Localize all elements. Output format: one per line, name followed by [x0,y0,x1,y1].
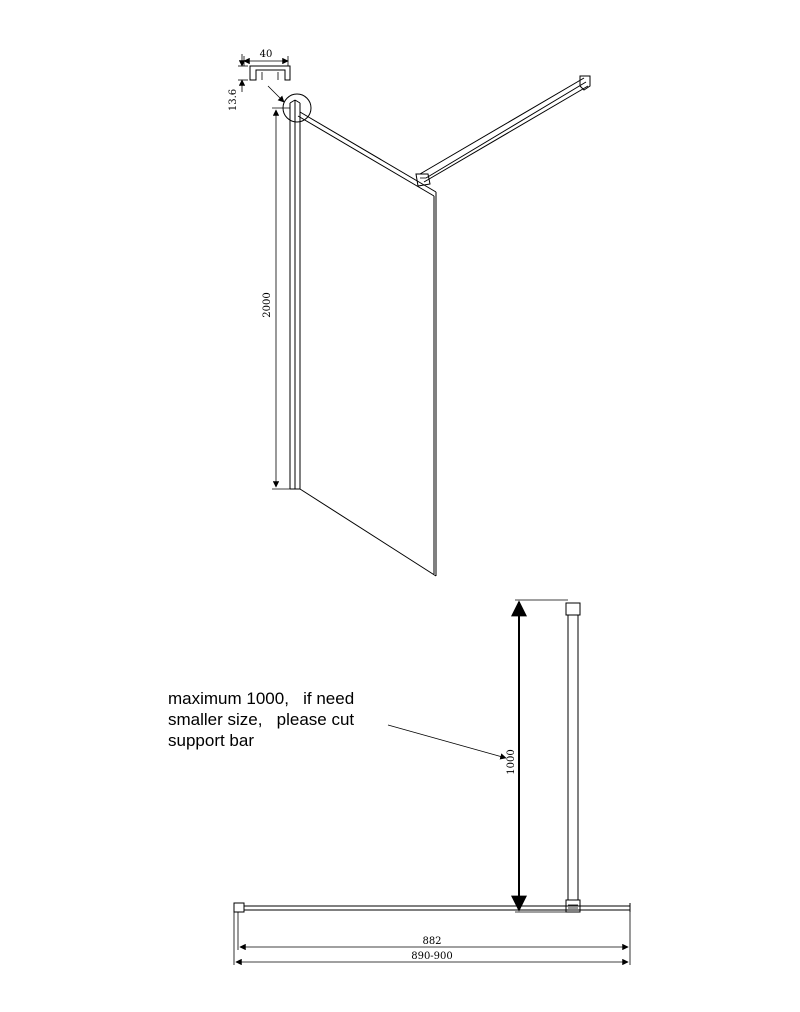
height-dimension [262,108,290,489]
glass-panel-plan [234,903,630,912]
glass-panel [298,112,436,576]
plan-view [234,600,630,965]
bar-length-dimension [506,600,568,912]
note-leader [388,725,506,758]
note-line-2: smaller size, please cut [168,710,355,729]
profile-detail [228,49,290,111]
dim-inner-width: 882 [422,936,442,947]
note-line-1: maximum 1000, if need [168,689,355,708]
support-arm [416,76,590,186]
glass-panel-view [228,49,590,576]
note-line-3: support bar [168,731,254,750]
cut-note [168,688,354,751]
wall-profile [290,100,300,489]
dim-bar-length: 1000 [506,749,517,775]
dim-profile-width: 40 [259,49,273,60]
support-bar-plan [566,603,580,912]
dim-height: 2000 [262,292,273,318]
dim-overall-width: 890-900 [411,951,453,962]
dim-profile-depth: 13.6 [228,88,239,112]
